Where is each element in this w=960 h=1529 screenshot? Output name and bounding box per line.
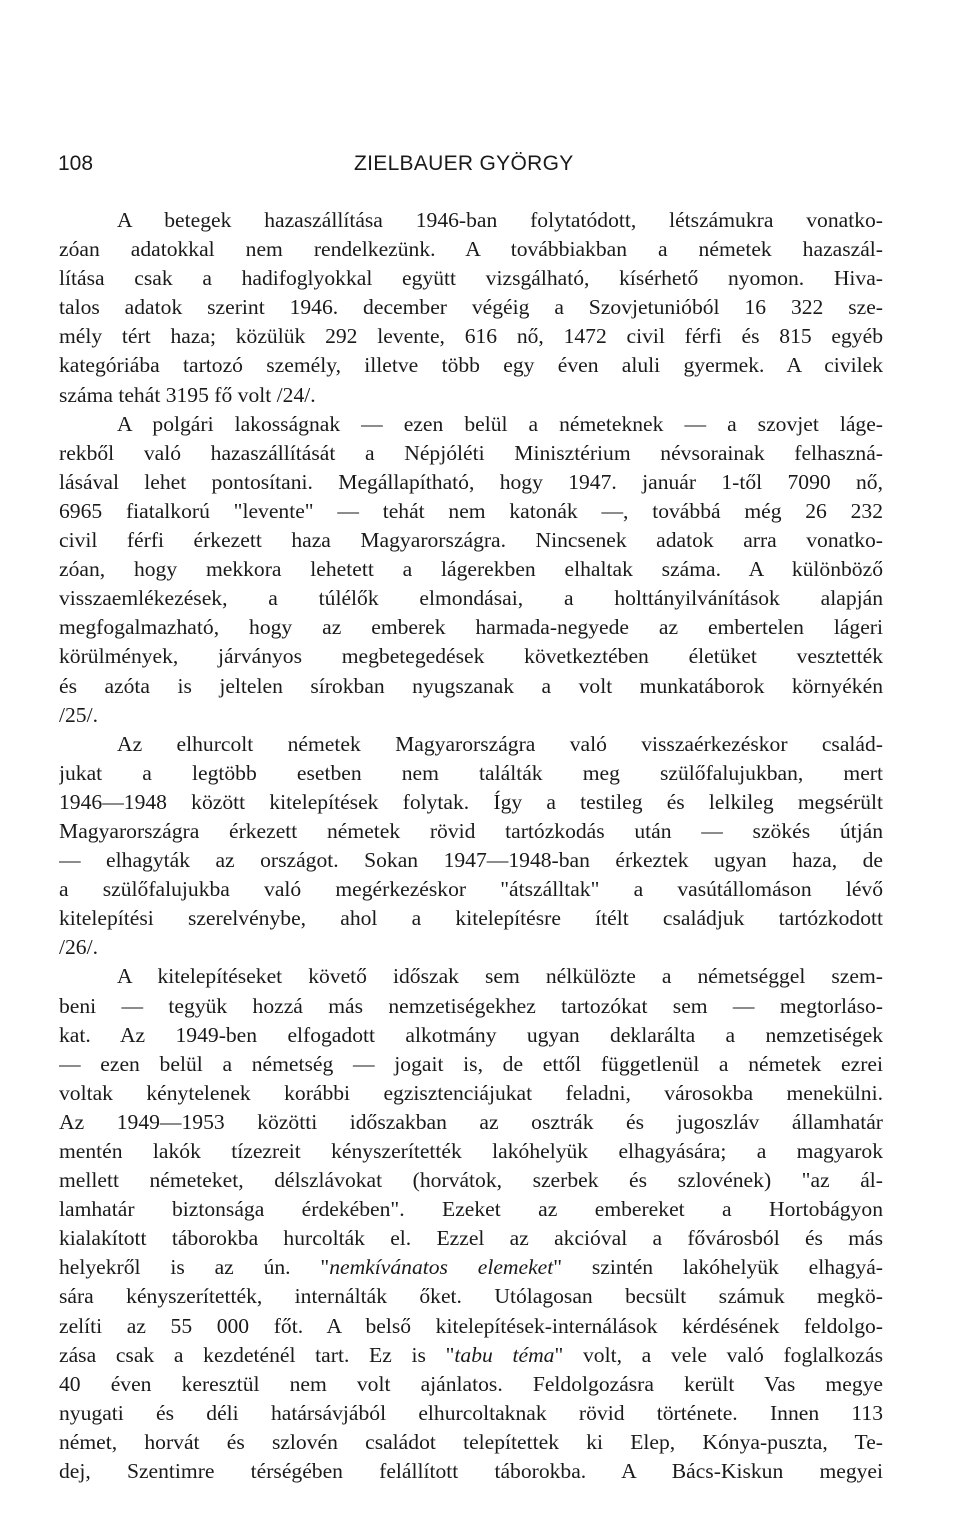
- text-line: száma tehát 3195 fő volt /24/.: [59, 382, 316, 407]
- text-line: talos adatok szerint 1946. december végéig a Szovjetunióból 16 322 sze-: [59, 295, 883, 320]
- text-line: 40 éven keresztül nem volt ajánlatos. Feldolgozásra került Vas megye: [59, 1371, 883, 1396]
- text-line: — ezen belül a németség — jogait is, de ettől függetlenül a németek ezrei: [59, 1051, 883, 1076]
- running-head: [58, 148, 888, 180]
- text-line: A betegek hazaszállítása 1946-ban folytatódott, létszámukra vonatko-: [117, 208, 883, 232]
- text-line: kategóriába tartozó személy, illetve több egy éven aluli gyermek. A civilek: [59, 353, 883, 378]
- text-line: A polgári lakosságnak — ezen belül a németeknek — a szovjet láge-: [117, 411, 883, 436]
- body-text: [59, 206, 883, 1486]
- text-line: dej, Szentimre térségében felállított táborokba. A Bács-Kiskun megyei: [59, 1459, 883, 1484]
- text-line: körülmények, járványos megbetegedések következtében életüket vesztették: [59, 644, 883, 669]
- text-line: kat. Az 1949-ben elfogadott alkotmány ugyan deklarálta a nemzetiségek: [59, 1022, 883, 1047]
- text-line: beni — tegyük hozzá más nemzetiségekhez tartozókat sem — megtorláso-: [59, 993, 883, 1018]
- emphasis: tabu téma: [454, 1342, 555, 1367]
- text-line: német, horvát és szlovén családot telepítettek ki Elep, Kónya-puszta, Te-: [59, 1429, 883, 1454]
- running-title: ZIELBAUER GYÖRGY: [354, 152, 574, 175]
- text-line: lásával lehet pontosítani. Megállapítható, hogy 1947. január 1-től 7090 nő,: [59, 469, 883, 494]
- text-line: civil férfi érkezett haza Magyarországra. Nincsenek adatok arra vonatko-: [59, 528, 883, 553]
- text-line: zóan, hogy mekkora lehetett a lágerekben elhaltak száma. A különböző: [59, 557, 883, 582]
- text-line: Az elhurcolt németek Magyarországra való visszaérkezéskor család-: [117, 731, 883, 756]
- text-line: megfogalmazható, hogy az emberek harmada-negyede az embertelen lágeri: [59, 615, 883, 640]
- text-line: lamhatár biztonsága érdekében". Ezeket az embereket a Hortobágyon: [59, 1197, 883, 1222]
- text-line: — elhagyták az országot. Sokan 1947—1948-ban érkeztek ugyan haza, de: [59, 848, 883, 873]
- text-line: visszaemlékezések, a túlélők elmondásai, a holttányilvánítások alapján: [59, 586, 883, 611]
- text-line: nyugati és déli határsávjából elhurcoltaknak rövid története. Innen 113: [59, 1400, 883, 1425]
- text-line: /26/.: [59, 935, 98, 960]
- text-line: mély tért haza; közülük 292 levente, 616 nő, 1472 civil férfi és 815 egyéb: [59, 324, 883, 349]
- emphasis: nemkívánatos elemeket: [329, 1255, 554, 1280]
- text-line: jukat a legtöbb esetben nem találták meg szülőfalujukban, mert: [59, 760, 883, 785]
- text-line: kitelepítési szerelvénybe, ahol a kitelepítésre ítélt családjuk tartózkodott: [59, 906, 883, 931]
- text-line: mellett németeket, délszlávokat (horvátok, szerbek és szlovének) "az ál-: [59, 1168, 883, 1193]
- text-line: /25/.: [59, 702, 98, 727]
- text-line: és azóta is jeltelen sírokban nyugszanak a volt munkatáborok környékén: [59, 673, 883, 698]
- text-line: kialakított táborokba hurcolták el. Ezzel az akcióval a fővárosból és más: [59, 1226, 883, 1251]
- text-line: zelíti az 55 000 főt. A belső kitelepítések-internálások kérdésének feldolgo-: [59, 1313, 883, 1338]
- text-line: lítása csak a hadifoglyokkal együtt vizsgálható, kísérhető nyomon. Hiva-: [59, 266, 883, 291]
- text-line: rekből való hazaszállítását a Népjóléti Minisztérium névsorainak felhaszná-: [59, 440, 883, 465]
- text-line: Az 1949—1953 közötti időszakban az osztrák és jugoszláv államhatár: [59, 1109, 883, 1134]
- page-number: 108: [58, 152, 94, 175]
- text-line: 6965 fiatalkorú "levente" — tehát nem katonák —, továbbá még 26 232: [59, 498, 883, 523]
- text-line: 1946—1948 között kitelepítések folytak. Így a testileg és lelkileg megsérült: [59, 789, 883, 814]
- text-line: Magyarországra érkezett németek rövid tartózkodás után — szökés útján: [59, 818, 883, 843]
- text-line: mentén lakók tízezreit kényszerítették lakóhelyük elhagyására; a magyarok: [59, 1139, 883, 1163]
- text-line: a szülőfalujukba való megérkezéskor "átszálltak" a vasútállomáson lévő: [59, 877, 883, 902]
- text-line: zása csak a kezdeténél tart. Ez is "tabu téma" volt, a vele való foglalkozás: [59, 1342, 883, 1367]
- text-line: A kitelepítéseket követő időszak sem nélkülözte a németséggel szem-: [117, 964, 883, 989]
- text-line: helyekről is az ún. "nemkívánatos elemeket" szintén lakóhelyük elhagyá-: [59, 1255, 883, 1280]
- text-line: zóan adatokkal nem rendelkezünk. A továbbiakban a németek hazaszál-: [59, 237, 883, 262]
- text-line: sára kényszerítették, internálták őket. Utólagosan becsült számuk megkö-: [59, 1284, 883, 1309]
- text-line: voltak kénytelenek korábbi egzisztenciájukat feladni, városokba menekülni.: [59, 1080, 883, 1105]
